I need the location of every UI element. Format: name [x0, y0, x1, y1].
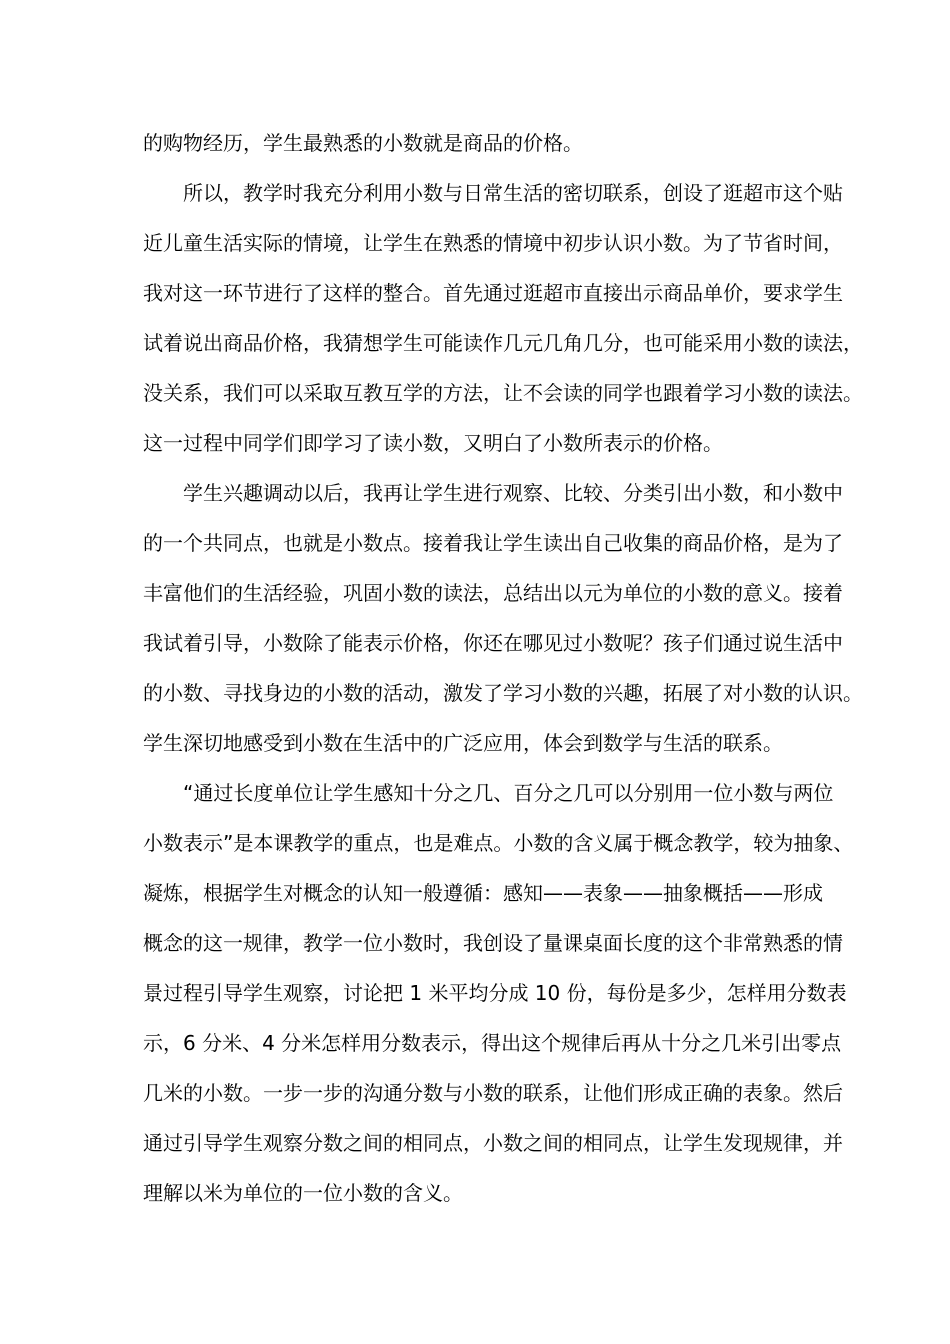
text-line: 近儿童生活实际的情境，让学生在熟悉的情境中初步认识小数。为了节省时间， [143, 231, 843, 255]
text-line: 几米的小数。一步一步的沟通分数与小数的联系，让他们形成正确的表象。然后 [143, 1081, 843, 1105]
text-line: 我试着引导，小数除了能表示价格，你还在哪见过小数呢？孩子们通过说生活中 [143, 631, 843, 655]
text-line: 没关系，我们可以采取互教互学的方法，让不会读的同学也跟着学习小数的读法。 [143, 381, 863, 405]
text-line: 学生深切地感受到小数在生活中的广泛应用，体会到数学与生活的联系。 [143, 731, 783, 755]
text-line: 试着说出商品价格，我猜想学生可能读作几元几角几分，也可能采用小数的读法， [143, 331, 863, 355]
document-body [143, 118, 863, 1218]
text-line: 我对这一环节进行了这样的整合。首先通过逛超市直接出示商品单价，要求学生 [143, 281, 843, 305]
text-line: 凝炼，根据学生对概念的认知一般遵循：感知——表象——抽象概括——形成 [143, 881, 823, 905]
text-line: 学生兴趣调动以后，我再让学生进行观察、比较、分类引出小数，和小数中 [183, 481, 843, 505]
text-line: 所以，教学时我充分利用小数与日常生活的密切联系，创设了逛超市这个贴 [183, 181, 843, 205]
text-line: 示，6 分米、4 分米怎样用分数表示，得出这个规律后再从十分之几米引出零点 [143, 1031, 842, 1055]
text-line: 理解以米为单位的一位小数的含义。 [143, 1181, 463, 1205]
text-line: 小数表示”是本课教学的重点，也是难点。小数的含义属于概念教学，较为抽象、 [143, 831, 854, 855]
text-line: 的购物经历，学生最熟悉的小数就是商品的价格。 [143, 131, 583, 155]
text-line: 景过程引导学生观察，讨论把 1 米平均分成 10 份，每份是多少，怎样用分数表 [143, 981, 847, 1005]
text-line: 的小数、寻找身边的小数的活动，激发了学习小数的兴趣，拓展了对小数的认识。 [143, 681, 863, 705]
text-line: “通过长度单位让学生感知十分之几、百分之几可以分别用一位小数与两位 [183, 781, 834, 805]
text-line: 这一过程中同学们即学习了读小数，又明白了小数所表示的价格。 [143, 431, 723, 455]
text-line: 通过引导学生观察分数之间的相同点，小数之间的相同点，让学生发现规律，并 [143, 1131, 843, 1155]
text-line: 的一个共同点，也就是小数点。接着我让学生读出自己收集的商品价格，是为了 [143, 531, 843, 555]
text-line: 丰富他们的生活经验，巩固小数的读法，总结出以元为单位的小数的意义。接着 [143, 581, 843, 605]
text-line: 概念的这一规律，教学一位小数时，我创设了量课桌面长度的这个非常熟悉的情 [143, 931, 843, 955]
